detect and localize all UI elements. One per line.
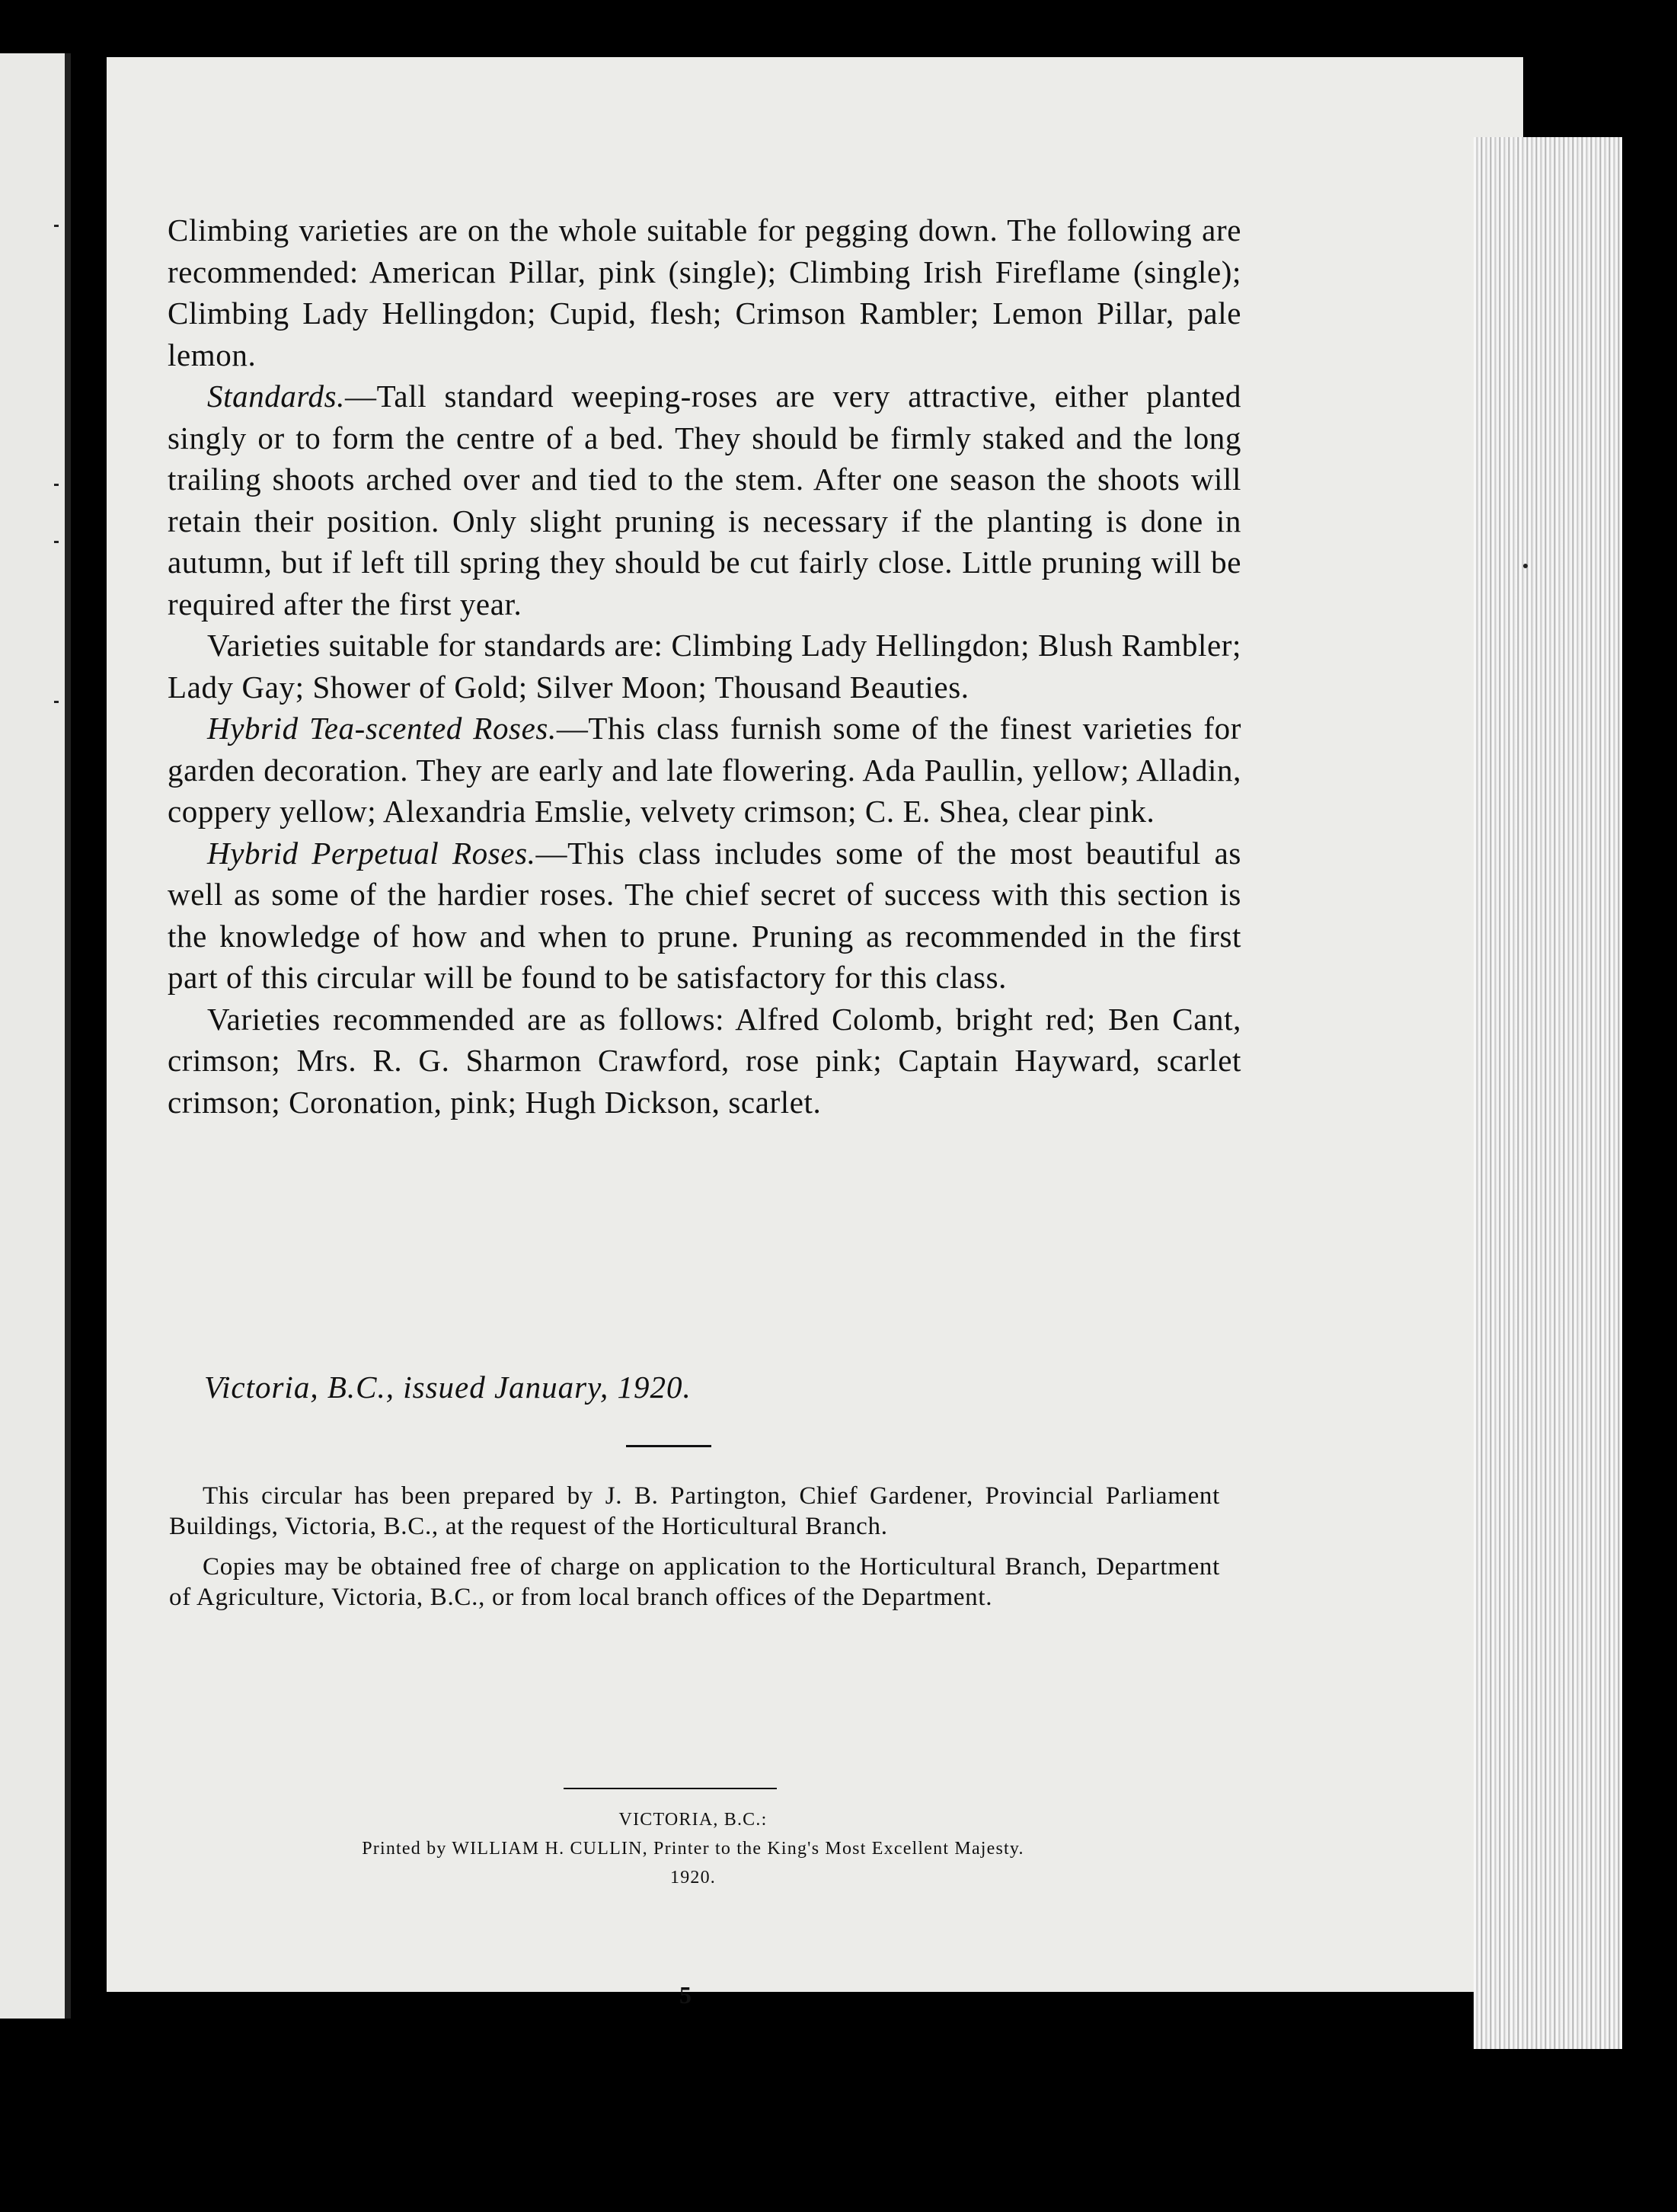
page-number: 5 bbox=[679, 1981, 692, 2009]
page-edge-texture bbox=[1474, 137, 1622, 2049]
note-paragraph: This circular has been prepared by J. B. Partington, Chief Gardener, Provincial Parliament Buildings, Victoria, B.C., at the request of the Horticultural Branch. bbox=[169, 1482, 1220, 1540]
imprint-year: 1920. bbox=[670, 1868, 716, 1888]
document-page bbox=[107, 57, 1523, 2009]
margin-mark bbox=[54, 541, 59, 543]
margin-mark bbox=[54, 225, 59, 227]
paragraph-hybrid-perpetual bbox=[168, 833, 1241, 999]
ink-speck bbox=[1523, 564, 1528, 568]
paragraph-lead: Hybrid Perpetual Roses. bbox=[207, 835, 536, 871]
paragraph-text: —This class furnish some of the finest varieties for garden decoration. They are early and late flowering. Ada Paullin, yellow; Alladin, coppery yellow; Alexandria Emslie, velvety crimson; C. E. Shea, clear pink. bbox=[168, 711, 1241, 829]
margin-mark bbox=[54, 484, 59, 486]
paragraph-text: —This class includes some of the most beautiful as well as some of the hardier roses. The chief secret of success with this section is the knowledge of how and when to prune. Pruning as recommended in the first part of this circular will be found to be satisfactory for this class. bbox=[168, 835, 1241, 995]
body-text bbox=[168, 209, 1241, 1123]
divider bbox=[564, 1788, 777, 1789]
imprint-place: VICTORIA, B.C.: bbox=[618, 1810, 768, 1830]
paragraph-climbing bbox=[168, 209, 1241, 376]
note-paragraph: Copies may be obtained free of charge on application to the Horticultural Branch, Department of Agriculture, Victoria, B.C., or from local branch offices of the Department. bbox=[169, 1553, 1220, 1611]
imprint-printer: Printed by WILLIAM H. CULLIN, Printer to the King's Most Excellent Majesty. bbox=[362, 1839, 1024, 1859]
preparation-note bbox=[169, 1482, 1220, 1623]
paragraph-recommended-varieties bbox=[168, 999, 1241, 1124]
paragraph-text: Climbing varieties are on the whole suitable for pegging down. The following are recommended: American Pillar, pink (single); Climbing Irish Fireflame (single); Climbing Lady Hellingdon; Cupid, flesh; Crimson Rambler; Lemon Pillar, pale lemon. bbox=[168, 213, 1241, 372]
paragraph-text: Varieties recommended are as follows: Alfred Colomb, bright red; Ben Cant, crimson; Mrs. R. G. Sharmon Crawford, rose pink; Captain Hayward, scarlet crimson; Coronation, pink; Hugh Dickson, scarlet. bbox=[168, 1001, 1241, 1120]
paragraph-hybrid-tea bbox=[168, 708, 1241, 833]
paragraph-lead: Standards. bbox=[207, 379, 346, 414]
paragraph-text: Varieties suitable for standards are: Climbing Lady Hellingdon; Blush Rambler; Lady Gay; Shower of Gold; Silver Moon; Thousand Beauties. bbox=[168, 628, 1241, 705]
adjacent-page-edge bbox=[0, 53, 71, 2019]
paragraph-standard-varieties bbox=[168, 625, 1241, 708]
paragraph-standards bbox=[168, 376, 1241, 625]
paragraph-lead: Hybrid Tea-scented Roses. bbox=[207, 711, 557, 746]
dateline: Victoria, B.C., issued January, 1920. bbox=[204, 1370, 692, 1405]
divider bbox=[626, 1445, 711, 1447]
margin-mark bbox=[54, 701, 59, 703]
paragraph-text: —Tall standard weeping-roses are very attractive, either planted singly or to form the centre of a bed. They should be firmly staked and the long trailing shoots arched over and tied to the stem. After one season the shoots will retain their position. Only slight pruning is necessary if the planting is done in autumn, but if left till spring they should be cut fairly close. Little pruning will be required after the first year. bbox=[168, 379, 1241, 622]
